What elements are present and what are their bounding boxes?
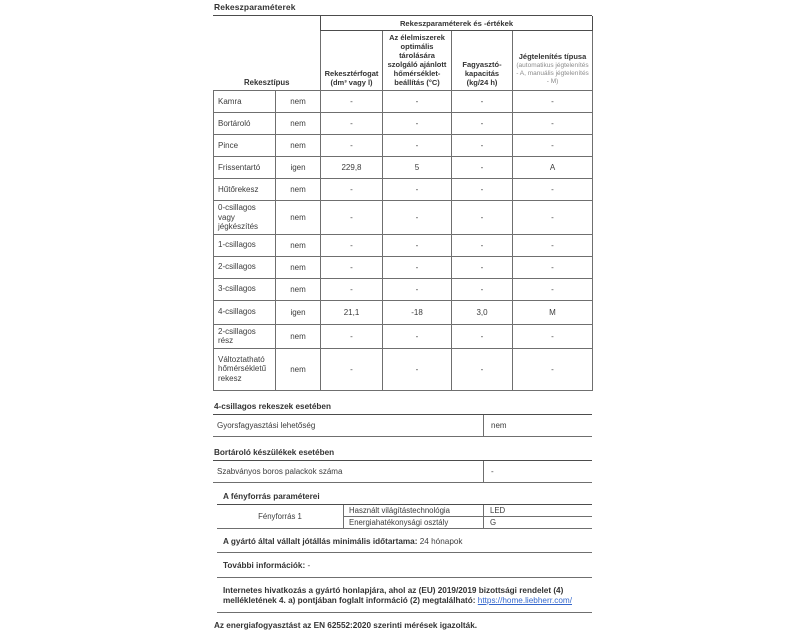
row-defrost: - [513,348,593,390]
light-source-table [217,505,592,529]
row-defrost: - [513,201,593,235]
manufacturer-link-label: Internetes hivatkozás a gyártó honlapjára, ahol az (EU) 2019/2019 bizottsági rendelet (4) mellékletének 4. a) pontjában foglalt információ (2) megtalálható: [223,585,564,605]
defrost-type-column-header [513,31,593,91]
row-defrost: - [513,256,593,278]
row-defrost: - [513,324,593,348]
row-freeze: - [452,135,513,157]
row-volume: - [321,135,383,157]
table-row [214,201,593,235]
spec-sheet [213,2,592,630]
column-header-row [214,31,593,91]
row-label: 2-csillagos [214,256,276,278]
row-label: Bortároló [214,113,276,135]
additional-info-row [217,553,592,578]
row-freeze: 3,0 [452,300,513,324]
row-label: 2-csillagos rész [214,324,276,348]
table-row [214,135,593,157]
row-volume: - [321,91,383,113]
table-row [214,348,593,390]
row-temp: - [383,234,452,256]
row-present: nem [276,234,321,256]
row-temp: - [383,201,452,235]
row-volume: - [321,113,383,135]
row-freeze: - [452,278,513,300]
defrost-header-subtitle: (automatikus jégtelenítés - A, manuális jégtelenítés - M) [516,62,589,85]
warranty-value: 24 hónapok [419,536,463,546]
energy-class-value: G [483,517,592,528]
table-row [214,113,593,135]
wine-bottles-row [213,461,592,483]
row-label: Hűtőrekesz [214,179,276,201]
row-temp: - [383,278,452,300]
row-freeze: - [452,157,513,179]
row-defrost: - [513,234,593,256]
section-heading-wine: Bortároló készülékek esetében [213,448,592,461]
row-present: nem [276,278,321,300]
table-row [214,234,593,256]
energy-measurement-note: Az energiafogyasztást az EN 62552:2020 szerinti mérések igazolták. [214,620,478,630]
row-present: nem [276,201,321,235]
row-present: nem [276,324,321,348]
light-technology-value: LED [483,505,592,516]
row-present: nem [276,135,321,157]
wine-bottles-value: - [483,461,592,482]
wine-bottles-label: Szabványos boros palackok száma [217,466,343,476]
row-temp: - [383,179,452,201]
light-source-section [217,492,592,529]
row-freeze: - [452,201,513,235]
row-volume: - [321,179,383,201]
volume-column-header: Rekesztérfogat (dm³ vagy l) [321,31,383,91]
manufacturer-link-row [217,578,592,613]
span-header: Rekeszparaméterek és -értékek [321,16,593,31]
row-temp: - [383,348,452,390]
row-present: nem [276,179,321,201]
temperature-column-header: Az élelmiszerek optimális tárolására szolgáló ajánlott hőmérséklet-beállítás (°C) [383,31,452,91]
warranty-row [217,529,592,554]
table-row [214,256,593,278]
row-label: Pince [214,135,276,157]
row-label: 3-csillagos [214,278,276,300]
row-temp: - [383,113,452,135]
row-freeze: - [452,179,513,201]
span-header-row [214,16,593,31]
row-present: nem [276,91,321,113]
fast-freeze-label: Gyorsfagyasztási lehetőség [217,420,316,430]
row-freeze: - [452,91,513,113]
fast-freeze-value: nem [483,415,592,436]
row-label: Kamra [214,91,276,113]
row-freeze: - [452,324,513,348]
table-row [214,91,593,113]
section-heading-4star: 4-csillagos rekeszek esetében [213,402,592,415]
section-heading-light-source: A fényforrás paraméterei [217,492,592,505]
row-present: igen [276,300,321,324]
row-defrost: - [513,179,593,201]
row-volume: - [321,348,383,390]
table-row [214,179,593,201]
light-source-group-label: Fényforrás 1 [258,511,302,521]
row-label: Változtatható hőmérsékletű rekesz [214,348,276,390]
row-volume: - [321,234,383,256]
compartment-parameters-table [213,16,593,391]
row-freeze: - [452,348,513,390]
row-temp: - [383,324,452,348]
row-volume: - [321,324,383,348]
row-defrost: - [513,278,593,300]
header-empty-cell [214,16,321,31]
table-row [214,278,593,300]
manufacturer-website-link[interactable]: https://home.liebherr.com/ [477,596,572,605]
row-temp: - [383,256,452,278]
row-defrost: - [513,113,593,135]
row-volume: - [321,278,383,300]
row-volume: - [321,201,383,235]
freezing-capacity-column-header: Fagyasztó-kapacitás (kg/24 h) [452,31,513,91]
row-temp: - [383,135,452,157]
row-defrost: - [513,135,593,157]
row-temp: -18 [383,300,452,324]
row-present: igen [276,157,321,179]
row-freeze: - [452,256,513,278]
light-source-rows [343,505,592,528]
row-defrost: - [513,91,593,113]
row-present: nem [276,348,321,390]
page-title: Rekeszparaméterek [213,2,592,16]
row-freeze: - [452,113,513,135]
defrost-header-title: Jégtelenítés típusa [518,52,587,61]
type-column-header: Rekesztípus [214,31,321,91]
additional-info-value: - [307,561,311,570]
row-temp: - [383,91,452,113]
row-volume: 21,1 [321,300,383,324]
additional-info-label: További információk: [223,561,306,570]
light-source-row [343,516,592,528]
row-defrost: A [513,157,593,179]
row-freeze: - [452,234,513,256]
energy-class-label: Energiahatékonysági osztály [343,517,483,528]
warranty-label: A gyártó által vállalt jótállás minimális időtartama: [223,536,418,546]
row-volume: 229,8 [321,157,383,179]
row-present: nem [276,113,321,135]
row-temp: 5 [383,157,452,179]
row-label: 4-csillagos [214,300,276,324]
light-technology-label: Használt világítástechnológia [343,505,483,516]
row-label: Frissentartó [214,157,276,179]
fast-freeze-row [213,415,592,437]
light-source-row [343,505,592,516]
row-label: 1-csillagos [214,234,276,256]
row-volume: - [321,256,383,278]
table-row [214,157,593,179]
row-label: 0-csillagos vagy jégkészítés [214,201,276,235]
table-row [214,300,593,324]
table-row [214,324,593,348]
row-defrost: M [513,300,593,324]
row-present: nem [276,256,321,278]
